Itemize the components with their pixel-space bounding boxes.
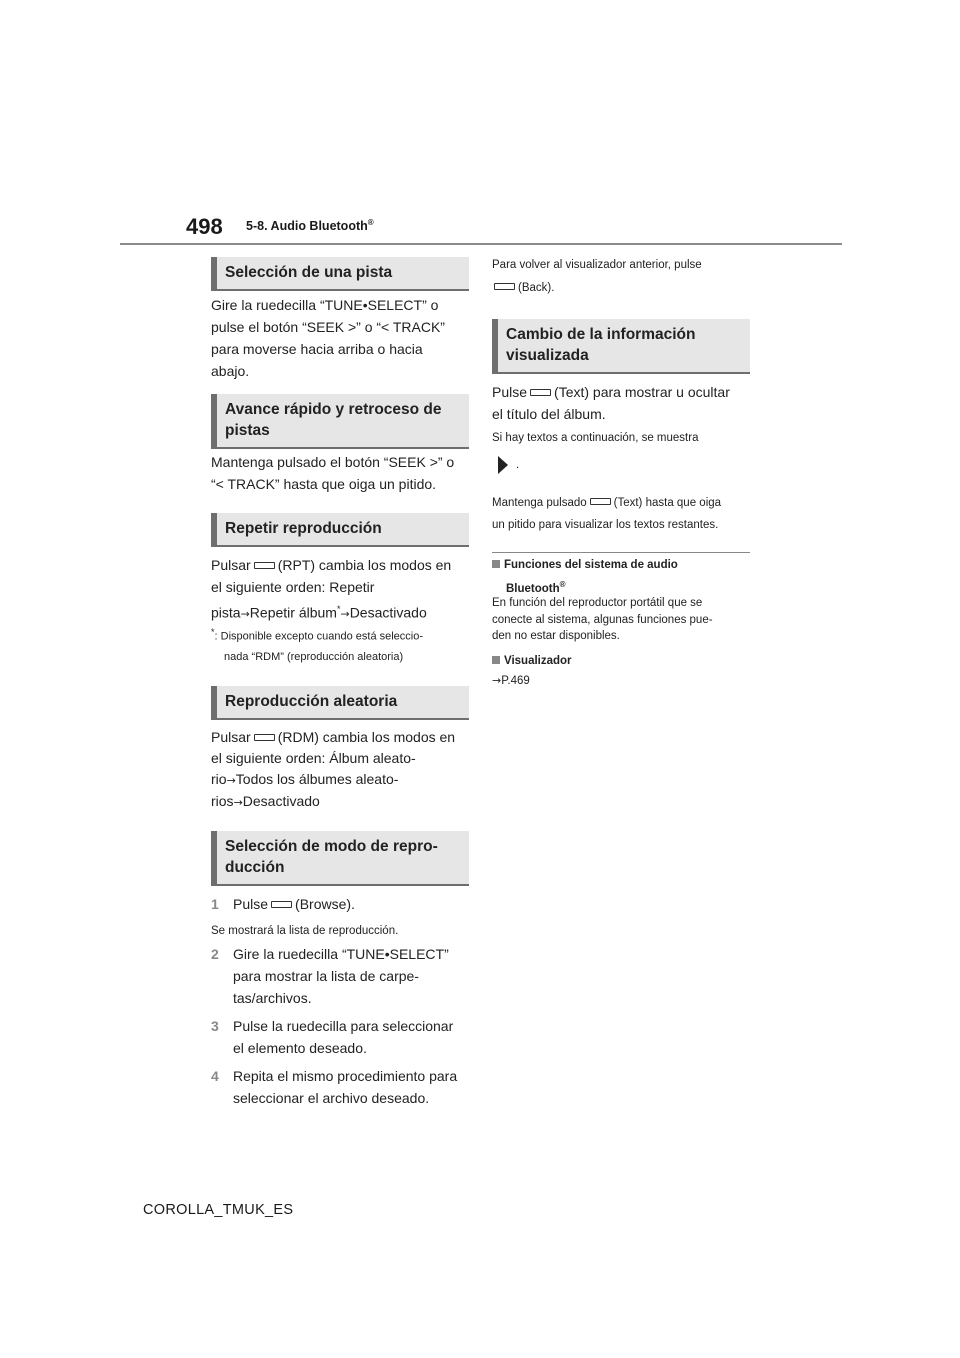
step-3: 3 Pulse la ruedecilla para seleccionar el elemento deseado. bbox=[211, 1018, 454, 1056]
square-bullet-icon bbox=[492, 560, 500, 568]
arrow-icon: → bbox=[226, 774, 236, 787]
note-funciones-title: Funciones del sistema de audio Bluetooth® bbox=[492, 556, 678, 599]
paragraph-aleatoria: Pulsar (RDM) cambia los modos en el siguiente orden: Álbum aleato- rio→Todos los álbumes aleato- rios→Desactivado bbox=[211, 729, 456, 809]
heading-cambio-informacion: Cambio de la información visualizada bbox=[492, 319, 750, 374]
rdm-button-icon bbox=[254, 734, 275, 741]
text-button-icon bbox=[530, 389, 551, 396]
small-text-next: . bbox=[492, 456, 519, 474]
step-2: 2 Gire la ruedecilla “TUNE•SELECT” para mostrar la lista de carpe- tas/archivos. bbox=[211, 946, 449, 1006]
heading-seleccion-pista: Selección de una pista bbox=[211, 257, 469, 291]
paragraph-avance-rapido: Mantenga pulsado el botón “SEEK >” o “< TRACK” hasta que oiga un pitido. bbox=[211, 454, 455, 492]
heading-repetir: Repetir reproducción bbox=[211, 513, 469, 547]
next-page-icon bbox=[498, 456, 508, 474]
section-title: 5-8. Audio Bluetooth® bbox=[246, 218, 374, 234]
heading-aleatoria: Reproducción aleatoria bbox=[211, 686, 469, 720]
arrow-icon: → bbox=[240, 607, 250, 621]
small-text-mantenga: Mantenga pulsado (Text) hasta que oiga un pitido para visualizar los textos restantes. bbox=[492, 497, 722, 531]
header-rule bbox=[120, 243, 842, 245]
paragraph-cambio-informacion: Pulse (Text) para mostrar u ocultar el título del álbum. bbox=[492, 384, 730, 422]
footnote: *: Disponible excepto cuando está seleccio- nada “RDM” (reproducción aleatoria) bbox=[211, 627, 424, 663]
small-text-textos: Si hay textos a continuación, se muestra bbox=[492, 432, 699, 444]
browse-button-icon bbox=[271, 901, 292, 908]
page-number: 498 bbox=[186, 214, 223, 239]
notes-divider bbox=[492, 552, 750, 553]
square-bullet-icon bbox=[492, 656, 500, 664]
footer-code: COROLLA_TMUK_ES bbox=[143, 1202, 294, 1218]
heading-avance-rapido: Avance rápido y retroceso de pistas bbox=[211, 394, 469, 449]
heading-modo-reproduccion: Selección de modo de repro- ducción bbox=[211, 831, 469, 886]
arrow-icon: → bbox=[492, 674, 502, 687]
text-button-icon bbox=[590, 498, 611, 505]
note-visualizador-title: Visualizador bbox=[492, 652, 572, 671]
rpt-button-icon bbox=[254, 562, 275, 569]
note-visualizador-ref[interactable]: →P.469 bbox=[492, 674, 530, 687]
paragraph-repetir: Pulsar (RPT) cambia los modos en el siguiente orden: Repetir pista→Repetir álbum*→Desactivado bbox=[211, 557, 452, 621]
step-1-note: Se mostrará la lista de reproducción. bbox=[211, 925, 399, 937]
paragraph-seleccion-pista: Gire la ruedecilla “TUNE•SELECT” o pulse el botón “SEEK >” o “< TRACK” para moverse hacia arriba o hacia abajo. bbox=[211, 297, 445, 379]
step-4: 4 Repita el mismo procedimiento para seleccionar el archivo deseado. bbox=[211, 1068, 458, 1106]
arrow-icon: → bbox=[340, 607, 350, 621]
paragraph-back: Para volver al visualizador anterior, pulse (Back). bbox=[492, 259, 702, 294]
arrow-icon: → bbox=[233, 796, 243, 809]
step-1: 1 Pulse (Browse). bbox=[211, 896, 355, 912]
back-button-icon bbox=[494, 283, 515, 290]
note-funciones-body: En función del reproductor portátil que se conecte al sistema, algunas funciones pue- den no estar disponibles. bbox=[492, 597, 713, 642]
